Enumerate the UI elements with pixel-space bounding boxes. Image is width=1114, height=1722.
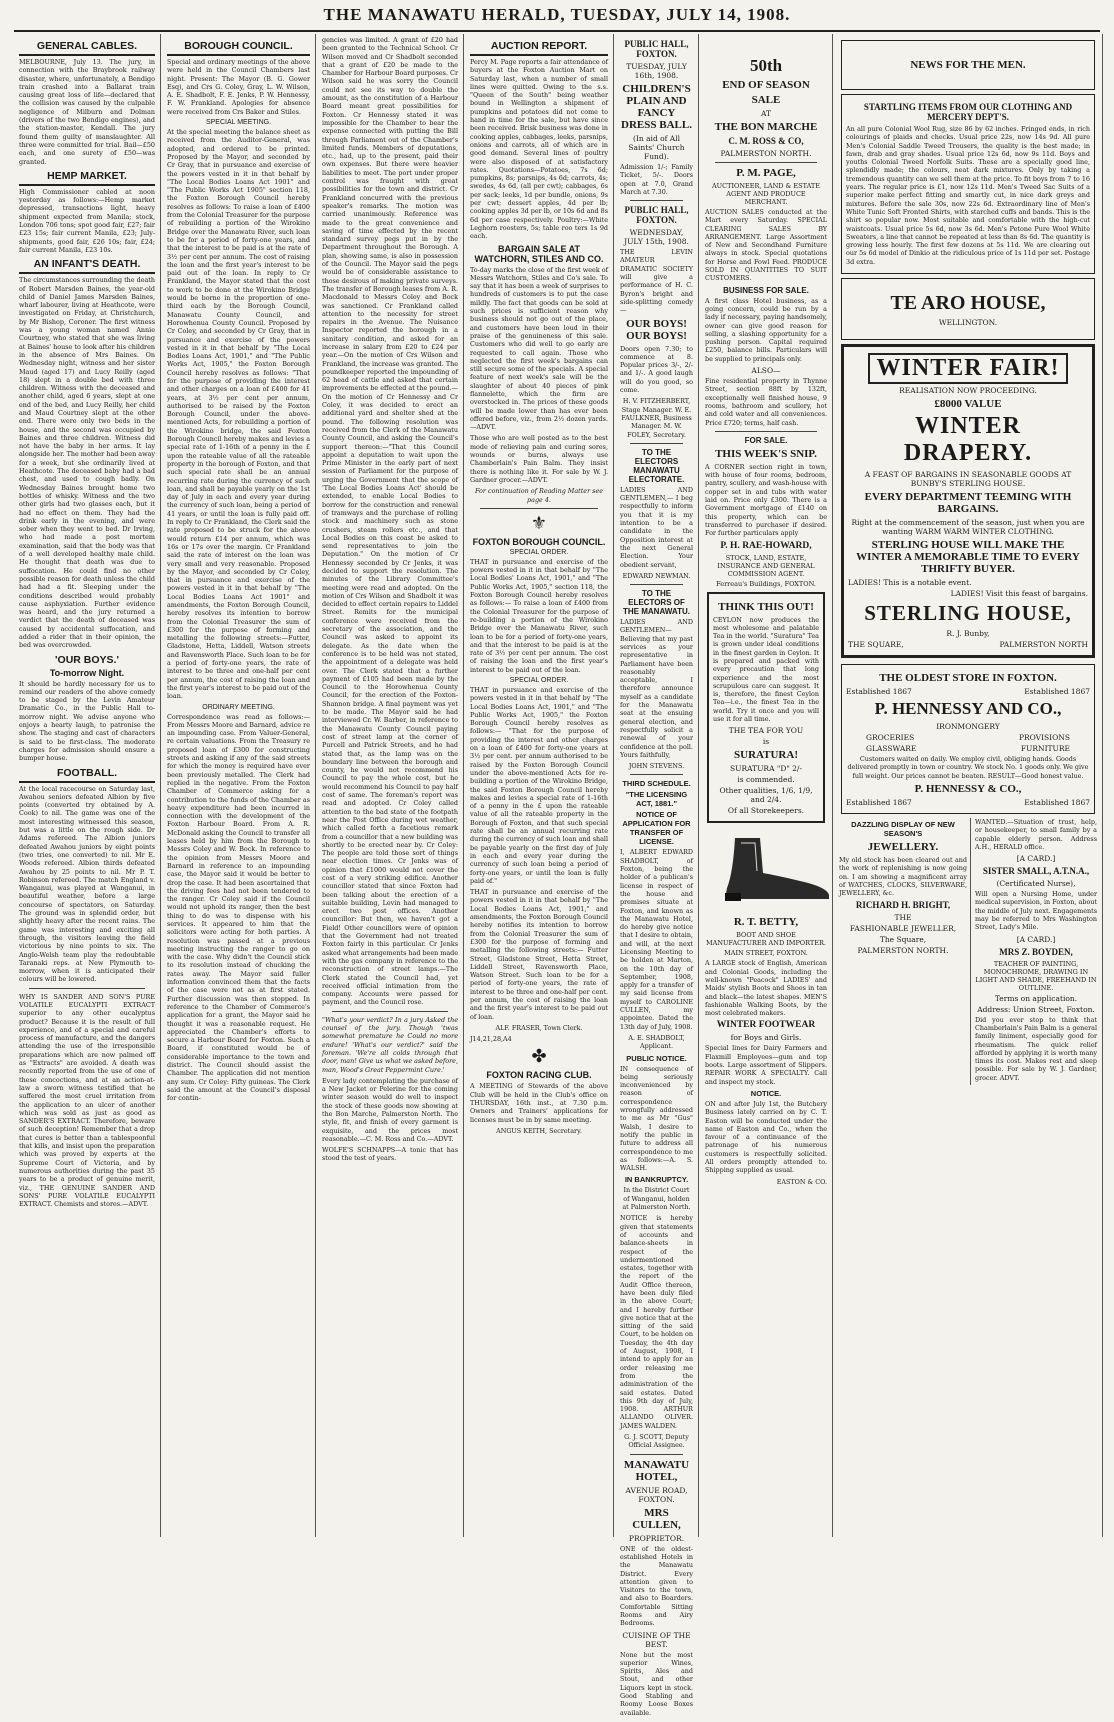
end-of-season-line-1: END OF SEASON bbox=[722, 79, 810, 91]
notice-signature: EASTON & CO. bbox=[776, 1177, 827, 1186]
groceries: GROCERIES bbox=[866, 733, 915, 743]
sterling-square: THE SQUARE, bbox=[848, 640, 904, 650]
bargain-sale-heading: BARGAIN SALE AT WATCHORN, STILES AND CO. bbox=[474, 243, 604, 264]
special-order-text-1: THAT in pursuance and exercise of the powers vested in it in that behalf by "The Local Bodies' Loans Act, 1901," and "The Public Works Act, 1905," section 118, the Foxton Borough Council hereby resolves as follows:— To raise a loan of £400 from the Colonial Treasurer for the purpose of re-building a portion of the Wirokino Bridge over the Manawatu River, such loan to be for a period of forty-one years, and that the interest to be paid is at the rate of 3½ per cent per annum. The cost of raising the loan and the first year's interest to be paid out of the loan. bbox=[470, 557, 608, 674]
electors-2-heading: TO THE ELECTORS OF THE MANAWATU. bbox=[623, 589, 690, 617]
notice-heading: NOTICE. bbox=[750, 1088, 782, 1098]
established-row-2 bbox=[846, 798, 1090, 807]
column-3 bbox=[317, 34, 464, 1537]
special-order-text-3: THAT in pursuance and exercise of the powers vested in it in that behalf by "The Local Bodies Loans Act, 1901," and amendments, the Foxton Borough Council hereby notifies its intention to borrow from the Colonial Treasurer the sum of £300 for the purpose of forming and metalling the following streets:— Futter Street, Gladstone Street, Hetta Street, Liddell Street, Ravensworth Place, Watson Street. Such loan to be for a period of forty-one years, the rate of interest to be three and one-half per cent. per annum, the cost of raising the loan and the first year's interest to be paid out of loan. bbox=[470, 888, 608, 1021]
ladies-line-1: LADIES! This is a notable event. bbox=[848, 578, 972, 588]
suratura-tea-advert bbox=[707, 592, 825, 824]
every-department-line: EVERY DEPARTMENT TEEMING WITH BARGAINS. bbox=[864, 491, 1072, 516]
bottom-adverts bbox=[839, 818, 1097, 1085]
furniture: FURNITURE bbox=[1020, 744, 1070, 754]
end-of-season-line-2: SALE bbox=[751, 94, 781, 106]
football-heading: FOOTBALL. bbox=[19, 767, 155, 783]
licence-transfer-heading: NOTICE OF APPLICATION FOR TRANSFER OF LICENSE. bbox=[622, 810, 691, 847]
wolfe-notice: WOLFE'S SCHNAPPS—A tonic that has stood the test of years. bbox=[322, 1146, 458, 1163]
residential-property-text: Fine residential property in Thynne Street, section 88ft by 132ft, exceptionally well finished house, 9 rooms, bathroom and scullery, hot and cold water and all conveniences. Price £720; terms, half cash. bbox=[705, 377, 827, 427]
established-row bbox=[846, 687, 1090, 696]
infants-death-text: The circumstances surrounding the death of Robert Marsden Baines, the year-old child of Daniel James Marsden Baines, wharf labourer, living at Heathcote, were investigated on Friday, at Christchurch, by Mr Bishop, Coroner. The first witness was a young woman named Annie Courtney, who stated that she was living at Baines' house to look after his children in the absence of Mrs Baines. On Wednesday night, witness and her sister Maud (aged 17) and Lucy Reilly (aged 18) slept in a double bed with three children. Witness with the deceased and another child, aged 6 years, slept at one end of the bed, and Lucy Reilly, her child and Maud Courtney slept at the other end. There were only two beds in the house, and the second was occupied by Baines and three children. Witness did not have the baby in her arms. It lay alongside her. The mother had been away for a week, but she ordinarily lived at Heathcote. The deceased baby had a bad chest, and used to cough badly. On Wednesday Baines brought home two bottles of whisky. Witness and the two other girls had two glasses each, but it had no effect on them. They had the drink early in the evening, and were sober when they went to bed. Dr Irving, who had made a post mortem examination, said that the body was that of a well developed healthy male child. He thought that death was due to suffocation. He could find no other possible reason for death unless the child had had a fit. Sleeping under the conditions described would probably cause asphyxiation. Further evidence was heard, and the jury returned a verdict that the death of deceased was caused by accidental suffocation, and added a rider that in their opinion, the bed was overcrowded. bbox=[19, 276, 155, 650]
hotel-text: ONE of the oldest-established Hotels in the Manawatu District. Every attention given to Visitors to the town, and also to Boarders. Comfortable Sitting Rooms and Airy Bedrooms. bbox=[620, 1544, 693, 1628]
public-notice-heading: PUBLIC NOTICE. bbox=[626, 1053, 687, 1063]
hotel-text-2: None but the most superior Wines, Spirits, Ales and Stout, and other Liquors kept in stock. Good Stabling and Roomy Loose Boxes available. bbox=[620, 1650, 693, 1717]
suratura-storekeepers: Of all Storekeepers. bbox=[727, 806, 805, 816]
divider bbox=[630, 584, 683, 585]
notice-text: ON and after July 1st, the Butchery Business lately carried on by C. T. Easton will be conducted under the name of Easton and Co., when the favour of a continuance of the patronage of his numerous customers is respectfully solicited. All orders promptly attended to. Shipping supplied as usual. bbox=[705, 1099, 827, 1175]
ladies-line-2: LADIES! Visit this feast of bargains. bbox=[950, 589, 1088, 599]
column-4 bbox=[465, 34, 699, 1717]
auction-report-text: Percy M. Page reports a fair attendance of buyers at the Foxton Auction Mart on Saturday last, when a number of small lines were quitted. Owing to the s.s. "Queen of the South" being weather bound in Wellington a shipment of pumpkins and potatoes did not come to hand in time for the sale, but have since been received. Brisk business was done in cooking apples, cabbages, leeks, parsnips, onions and carrots, all of which are in good demand. Several lines of poultry were also disposed of at satisfactory rates. Quotations—Potatoes, 7s 6d; pumpkins, 8s; parsnips, 4s 6d; carrots, 4s; swedes, 4s 6d, (all per cwt); cabbages, 6s per sack; leeks, 1d per bundle, onions, 9s per cwt; dessert apples, 4d per lb; cooking apples 3d per lb, or 10s 6d and 8s 6d per case respectively. Poultry:—White Leghorn roosters, 5s; table roo ters 1s 9d each. bbox=[470, 58, 608, 241]
jewellery-advert bbox=[839, 818, 971, 1085]
value-line: £8000 VALUE bbox=[934, 398, 1002, 411]
divider bbox=[29, 988, 145, 989]
electors-1-heading: TO THE ELECTORS MANAWATU ELECTORATE. bbox=[628, 447, 685, 484]
ordinary-meeting-label: ORDINARY MEETING. bbox=[202, 703, 275, 711]
winter-drapery-heading: WINTER DRAPERY. bbox=[903, 413, 1033, 467]
racing-club-heading: FOXTON RACING CLUB. bbox=[486, 1070, 592, 1081]
ball-aid: (In aid of All Saints' Church Fund). bbox=[628, 134, 685, 161]
licence-transfer-text: I, ALBERT EDWARD SHADBOLT, of Foxton, being the holder of a publican's license in respect of the house and premises situate at Foxton, and known as the Manawatu Hotel, do hereby give notice that I desire to obtain, and will, at the next Licensing Meeting to be holden at Marton, on the 10th day of September, 1908, apply for a transfer of my said license from myself to CAROLINE CULLEN, my appointee. Dated the 13th day of July, 1908. bbox=[620, 848, 693, 1031]
bargain-sale-text: To-day marks the close of the first week of Messrs Watchorn, Stiles and Co's sale. To say that it has been a week of surprises to hundreds of customers is to put the case mildly. The fact that goods can be sold at such prices is sufficient reason why business should not go out of the place, and customers have been loud in their praise of the genuineness of this sale. Customers who did well to go early are requested to call again. Those who neglected the first week's bargains can still secure some of the specials. A special feature of next week's sale will be the slaughter of about 40 pieces of pink flannelette, which the firm are overstocked in. The prices of these goods will be made lower than has ever been offered before, viz., from 2½ dozen yards.—ADVT. bbox=[470, 265, 608, 432]
our-boys-subheading: To-morrow Night. bbox=[49, 667, 125, 678]
suratura-other-qualities: Other qualities, 1/6, 1/9, and 2/4. bbox=[719, 786, 813, 805]
jeweller-role: FASHIONABLE JEWELLER, bbox=[849, 924, 957, 934]
sterling-city: PALMERSTON NORTH bbox=[999, 640, 1088, 650]
sterling-will-make: STERLING HOUSE WILL MAKE THE WINTER A MEMORABLE TIME TO EVERY THRIFTY BUYER. bbox=[856, 539, 1080, 576]
divider bbox=[630, 1454, 683, 1455]
glassware: GLASSWARE bbox=[866, 744, 917, 754]
pain-balm-notice: Those who are well posted as to the best mode of relieving pain and curing sores, wounds or burns, always use Chamberlain's Pain Balm. They insist there is nothing like it. For sale by W. J. Gardner grocer.—ADVT. bbox=[470, 434, 608, 484]
suratura-name: SURATURA! bbox=[734, 749, 798, 762]
racing-crest-icon: ✤ bbox=[531, 1046, 547, 1068]
sale-number: 50th bbox=[749, 56, 783, 75]
divider bbox=[480, 508, 598, 509]
news-for-men-box bbox=[841, 40, 1095, 90]
our-boys-heading: 'OUR BOYS.' bbox=[55, 653, 119, 666]
public-notice-text: IN consequence of being seriously inconvenienced by reason of correspondence wrongfully addressed to me as Mr "Gus" Walsh, I desire to notify the public in future to address all correspondence to me as follows:—A. S. WALSH. bbox=[620, 1064, 693, 1173]
nurse-cert: (Certificated Nurse), bbox=[996, 879, 1076, 889]
startling-items-heading: STARTLING ITEMS FROM OUR CLOTHING AND MERCERY DEPT'S. bbox=[863, 102, 1073, 122]
divider bbox=[630, 443, 683, 444]
bankruptcy-signature: G. J. SCOTT, Deputy Official Assignee. bbox=[624, 1433, 689, 1450]
divider bbox=[332, 1011, 448, 1012]
small-adverts bbox=[975, 818, 1097, 1085]
boyden-name: MRS Z. BOYDEN, bbox=[999, 946, 1073, 957]
te-aro-box bbox=[841, 278, 1095, 340]
boyden-terms: Terms on application. bbox=[994, 993, 1078, 1003]
te-aro-name: TE ARO HOUSE, bbox=[890, 292, 1046, 315]
bon-marche-firm: C. M. ROSS & CO, bbox=[728, 136, 804, 146]
column-1 bbox=[14, 34, 161, 1537]
council-continued-text: gencies was limited. A grant of £20 had been granted to the Technical School. Cr Wilson moved and Cr Shadbolt seconded that a grant of £20 be made to the Chamber for Harbour Board purposes. Cr Wilson said he was sorry the Council could not see its way to double the amount, as the constitution of a Harbour Board meant great possibilities for Foxton. Cr Hennessy stated it was impossible for the Chamber to bear the expense connected with putting the Bill through Parliament out of the Chamber's limited funds. Members of deputations, etc., had, up to the present, paid their own expenses. But there were heavier liabilities to meet. The port under proper control was fraught with great possibilities for the town and district. Cr Frankland concurred with the previous speaker's remarks. The motion was carried unanimously. Reference was made to the great convenience and saving of time effected by the recent standard survey pegs put in by the Department throughout the Borough. A plan, showing same, is also in possession of the Council. The Mayor said the pegs would be of considerable assistance to those desirous of making private surveys. The transfer of Borough leases from A. R. Macdonald to Messrs Coley and Bock was sanctioned. Cr Frankland called attention to the necessity for street repairs in the Avenue. The Nuisance Inspector reported the borough in a sanitary condition, and asked for an increase in salary from £20 to £24 per year.—On the motion of Crs Wilson and Frankland, the increase was granted. The poundkeeper reported the impounding of 62 head of cattle and asked that certain improvements be effected at the pound.—On the motion of Cr Hennessy and Cr Coley, it was decided to erect an additional yard and shelter shed at the pound. The following resolution was received from the Clerk of the Manawatu County Council, and asking the Council's support thereon:—"That this Council appoint a deputation to wait upon the Prime Minister in the early part of next session of Parliament for the purpose of urging the Government that the scope of 'The Local Bodies Loans Act' should be extended, to enable Local Bodies to borrow for the construction and renewal of tramways and the purchase of rolling stock and machinery such as stone crushers, steam rollers etc., and that Local Bodies on this coast be asked to send representatives to join the Deputation." On the motion of Cr Hennessy seconded by Cr Jenks, it was decided to support the resolution. The minutes of the Library Committee's meeting were read and adopted. On the motion of Crs Wilson and Shadbolt it was decided to effect certain repairs to Liddel Street. Remits for the municipal conference were received from the secretary of the association, and the Council was asked to appoint its delegate. As the date when the conference is to be held was not stated, the appointment of a delegate was held over. The Clerk stated that a further payment of £105 had been made by the Council to the Horowhenua County Council, for the erection of the Foxton-Shannon bridge. A final payment was yet to be made. The Mayor said he had interviewed Cr. W. Barber, in reference to the Manawatu County Council paying cost of street lamp at the corner of Purcell and Patrick Streets, and he had stated that, as the lamp was on the boundary line between the borough and county, he would not recommend his Council to pay the whole cost, but he would recommend his Council to pay half cost of same. The foreman's report was read and adopted. Cr Coley called attention to the bad state of the footpath near the Post Office during wet weather, which called forth a facetious remark from a councillor that a new building was shortly to be erected near by. Cr Coley: The people are told those sort of things near election times. Cr Jenks was of opinion that £1000 would not cover the cost of a very striking edifice. Another councillor stated that since Foxton had been talking about the erection of a suitable building, Levin had managed to erect two post offices. Another councillor: But then, we haven't got a Field! Other councillors were of opinion that the Government had not treated Foxton fairly in this particular. Cr Jenks asked what arrangements had been made with the gas company in reference to the reconstruction of street lamps.—The Clerk stated the Council had, yet received official intimation from the company. Accounts were passed for payment, and the Council rose. bbox=[322, 36, 459, 1007]
betty-name: R. T. BETTY, bbox=[733, 916, 799, 929]
hennessy-signature: P. HENNESSY & CO., bbox=[914, 782, 1022, 795]
eucalyptus-advert: WHY IS SANDER AND SON'S PURE VOLATILE EUCALYPTI EXTRACT superior to any other eucalyptus product? Because it is the result of full experience, and of a special and careful process of manufacture, and the dangers attending the use of the irresponsible preparations which are now palmed off as "Extracts" are avoided. A death was recently reported from the use of one of these concoctions, and at an action-at-law a sworn witness testified that he suffered the most cruel irritation from the application to an ulcer of another which was sold as just as good as SANDER'S EXTRACT. Therefore, beware of such deception! Remember that a drop that cures is better than a tablespoonful that kills, and insist upon the preparation which was proved by experts at the Supreme Court of Victoria, and by numerous authorities during the past 35 years to be a product of genuine merit, viz., THE GENUINE SANDER AND SONS' PURE VOLATILE EUCALYPTI EXTRACT. Chemists and stores.—ADVT. bbox=[19, 992, 155, 1209]
established-left-2: Established 1867 bbox=[846, 797, 912, 807]
boot-illustration-icon bbox=[705, 833, 835, 903]
licence-transfer-signature: A. E. SHADBOLT, Applicant. bbox=[628, 1033, 685, 1051]
coat-of-arms-icon: ⚜ bbox=[530, 512, 548, 534]
winter-footwear-heading: WINTER FOOTWEAR bbox=[716, 1020, 816, 1031]
boyden-role: TEACHER OF PAINTING, MONOCHROME, DRAWING IN LIGHT AND SHADE, FREEHAND IN OUTLINE. bbox=[975, 959, 1097, 992]
established-left: Established 1867 bbox=[846, 687, 912, 697]
licensing-act-label: "THE LICENSING ACT, 1881." bbox=[625, 790, 688, 809]
electors-2-signature: JOHN STEVENS. bbox=[628, 762, 685, 771]
special-order-label: SPECIAL ORDER. bbox=[509, 548, 569, 556]
ball-admission: Admission 1/-; Family Ticket, 5/-. Doors open at 7.0, Grand March at 7.30. bbox=[620, 163, 693, 196]
peppermint-verse: "What's your verdict? In a jury Asked the counsel of the jury. Though 'twas somewhat premature he Could no more endure! 'What's our verdict?' said the foreman. 'We're all colds through that door, man! Give us what we asked before, man, Wood's Great Peppermint Cure.' bbox=[322, 1015, 458, 1074]
our-boys-date: WEDNESDAY, JULY 15th, 1908. bbox=[624, 228, 689, 247]
page-text: AUCTION SALES conducted at the Mart every Saturday. SPECIAL CLEARING SALES BY ARRANGEMENT. Large Assortment of New and Secondhand Furniture always in stock. Special quotations for Horse and Fowl Feed. PRODUCE SOLD IN QUANTITIES TO SUIT CUSTOMERS. bbox=[705, 208, 827, 283]
hemp-market-text: High Commissioner cabled at noon yesterday as follows:—Hemp market depressed, transactions light, heavy shipment expected from Manila; stock, London 706 tons; spot good fair, £27; fair £23 15s; fair current Manila, £23; July-shipments, good fair, £26 10s; fair, £24; fair current Manila, £23 10s. bbox=[19, 187, 155, 254]
page-role: AUCTIONEER, LAND & ESTATE AGENT AND PRODUCE MERCHANT. bbox=[711, 182, 820, 206]
nurse-card-label: [A CARD.] bbox=[1016, 854, 1056, 864]
weeks-snip-heading: THIS WEEK'S SNIP. bbox=[715, 447, 817, 460]
hennessy-text: Customers waited on daily. We employ civil, obliging hands. Goods delivered promptly in town or country. We stock No. 1 goods only. We give full weight. Our prices cannot be beaten. RESULT—Good honest value. bbox=[847, 755, 1089, 780]
special-meeting-label: SPECIAL MEETING. bbox=[205, 119, 272, 127]
our-boys-doors: Doors open 7.30; to commence at 8. Popular prices 3/-, 2/- and 1/-. A good laugh will do you good, so come. bbox=[620, 344, 693, 395]
divider bbox=[630, 774, 683, 775]
sterling-house-heading: STERLING HOUSE, bbox=[864, 601, 1072, 626]
bankruptcy-heading: IN BANKRUPTCY. bbox=[624, 1175, 689, 1185]
jewellery-title: DAZZLING DISPLAY OF NEW SEASON'S bbox=[851, 819, 955, 838]
divider bbox=[630, 200, 683, 201]
bon-marche-notice: Every lady contemplating the purchase of a New Jacket or Pelerine for the coming winter season would do well to inspect the stock of these goods now showing at the Bon Marche, Palmerston North. The style, fit, and finish of every garment is exquisite, and the prices most reasonable.—C. M. Ross and Co.—ADVT. bbox=[322, 1076, 458, 1143]
jewellery-text: My old stock has been cleared out and the work of replenishing is now going on. I am showing a magnificent array of WATCHES, CLOCKS, SILVERWARE, JEWELLERY, &c. bbox=[839, 855, 967, 898]
for-sale-text: A CORNER section right in town, with house of four rooms, bedroom, pantry, scullery, and wash-house with copper set in and tubs with water laid on. Price only £300. There is a Government mortgage of £140 on this property, which can be transferred to purchaser if desired. For further particulars apply bbox=[705, 462, 827, 538]
column-2 bbox=[162, 34, 316, 1537]
tea-is: is bbox=[762, 737, 770, 747]
town-clerk-signature: ALF. FRASER, Town Clerk. bbox=[495, 1023, 583, 1032]
jeweller-the: THE bbox=[894, 913, 912, 923]
winter-fair-box bbox=[841, 344, 1095, 658]
chamberlain-notice: Did you ever stop to think that Chamberlain's Pain Balm is a general family liniment, especially good for rheumatism. The quick relief afforded by applying it is worth many times its cost. Makes rest and sleep possible. For sale by W. J. Gardner, grocer. ADVT. bbox=[975, 1015, 1097, 1082]
suratura-commended: is commended. bbox=[737, 775, 795, 785]
boyden-card-label: [A CARD.] bbox=[1016, 934, 1056, 944]
special-meeting-text: At the special meeting the balance sheet as received from the Auditor-General, was adopted, and ordered to be printed. Proposed by the Mayor, and seconded by Cr Gray, that in pursuance and exercise of the powers vested in it in that behalf by "The Local Bodies Loans Act 1901" and "The Public Works Act 1905" section 118, the Foxton Borough Council hereby resolves as follows: To raise a loan of £400 from the Colonial Treasurer for the purpose of rebuilding a portion of the Wirokino Bridge over the Manawatu River, such loan to be for a period of forty-one years, and that the interest to be paid is at the rate of 3½ per cent per annum. The cost of raising the loan and the first year's interest to be paid out of the loan. In reply to Cr Frankland, the Mayor stated that the cost to work to be done at the Wirokino Bridge would be borne in the proportion of one-third each by the Borough Council, Manawatu County Council, and Horowhenua County Council. Proposed by Cr Coley, and seconded by Cr Gray, that in pursuance and exercise of the powers vested in it in that behalf by "The Local Bodies Loans Act, 1901," and "The Public Works Act, 1905," the Foxton Borough Council hereby resolves as follows: "That for the purpose of providing the interest and other charges on a loan of £400 for 41 years, at 3½ per cent per annum, authorised to be raised by the Foxton Borough Council, under the above-mentioned Acts, for rebuilding a portion of the Wirokino bridge, the said Foxton Borough Council hereby makes and levies a special rate of 1-16th of a penny in the £ upon the rateable value of all the rateable property in the borough of Foxton, and that such special rate shall be an annual recurring rate during the currency of such loan, and shall be payable yearly on the 1st day of July in each and every year during the currency of such loan, being a period of 41 years, or until the loan is fully paid off. In reply to Cr Frankland, the Clerk said the rate proposed to be struck for the above would return £14 per annum, which was 16s or 17s over the margin. Cr Frankland said the rate of interest on the loan was very small and very reasonable. Proposed by the Mayor, and seconded by Cr Coley, that in pursuance and exercise of the powers vested in it in that behalf by "The Local Bodies Loans Act 1901" and amendments, the Foxton Borough Council, hereby resolves its intention to borrow from the Colonial Treasurer the sum of £300 for the purpose of forming and metalling the following streets:—Futter, Gladstone, Hetta, Liddell, Watson streets and Ravensworth Place. Such loan to be for a period of forty-one years, the rate of interest to be three and one-half per cent per annum, the cost of raising the loan and the first year's interest to be paid out of the loan. bbox=[167, 128, 310, 701]
borough-council-intro: Special and ordinary meetings of the above were held in the Council Chambers last night. Present: The Mayor (B. G. Gower Esq), and Crs G. Coley, Gray, L. W. Wilson, A. E. Shadbolt, F. E. Jenks, P. W. Hennessy, F. W. Frankland. Apologies for absence were received from Crs Baker and Stiles. bbox=[167, 58, 310, 116]
hennessy-firm: P. HENNESSY AND CO., bbox=[874, 699, 1062, 719]
jeweller-name: RICHARD H. BRIGHT, bbox=[855, 900, 951, 911]
goods-row-2 bbox=[846, 744, 1090, 753]
te-aro-place: WELLINGTON. bbox=[938, 318, 998, 328]
realisation-line: REALISATION NOW PROCEEDING. bbox=[899, 386, 1037, 396]
betty-text-2: Special lines for Dairy Farmers and Flaxmill Employees—gum and top boots. Large assortment of Slippers. REPAIR WORK A SPECIALTY. Call and inspect my stock. bbox=[705, 1044, 827, 1086]
agent-role: STOCK, LAND, ESTATE, INSURANCE AND GENERAL COMMISSION AGENT. bbox=[717, 553, 815, 578]
infants-death-heading: AN INFANT'S DEATH. bbox=[19, 258, 155, 274]
our-boys-venue: PUBLIC HALL, FOXTON. bbox=[624, 205, 689, 226]
betty-role: BOOT AND SHOE MANUFACTURER AND IMPORTER. bbox=[706, 931, 826, 948]
racing-club-signature: ANGUS KEITH, Secretary. bbox=[496, 1126, 582, 1135]
agent-address: Ferreau's Buildings, FOXTON. bbox=[716, 579, 816, 588]
oldest-store-heading: THE OLDEST STORE IN FOXTON. bbox=[879, 672, 1057, 685]
bankruptcy-court: In the District Court of Wanganui, holden at Palmerston North. bbox=[622, 1186, 691, 1212]
ball-venue: PUBLIC HALL, FOXTON. bbox=[624, 39, 689, 59]
general-cables-text: MELBOURNE, July 13. The jury, in connection with the Braybrook railway disaster, where, unfortunately, a Bendigo train crashed into a Ballarat train causing great loss of life—declared that the collision was caused by the culpable negligence of Milburn and Dolman (drivers of the two Bendigo engines), and the station-master, Kendall. The jury found them guilty of manslaughter. All three were committed for trial. Bail—£50 each, and one surety of £50—was granted. bbox=[19, 58, 155, 166]
wanted-advert: WANTED.—Situation of trust, help, or housekeeper, to small family by a capable elderly person. Address A.H., HERALD office. bbox=[975, 817, 1097, 851]
business-for-sale-text: A first class Hotel business, as a going concern, could be run by a lady if necessary, paying handsomely, owner can give good reason for selling, a slashing opportunity for a pushing person. Capital required £250, balance bills. Particulars will be supplied to principals only. bbox=[705, 296, 827, 363]
electors-2-text: LADIES AND GENTLEMEN— Believing that my past services as your representative in Parliament have been reasonably acceptable, I therefore announce myself as a candidate for the Manawatu seat at the ensuing general election, and respectfully solicit a renewal of your confidence at the poll. Yours faithfully, bbox=[620, 618, 693, 759]
tea-for-you: THE TEA FOR YOU bbox=[728, 726, 804, 736]
column-6 bbox=[834, 34, 1103, 1537]
masthead-rule bbox=[14, 30, 1100, 32]
divider bbox=[715, 162, 817, 163]
startling-items-box bbox=[841, 94, 1095, 274]
our-boys-managers: H. V. FITZHERBERT, Stage Manager. W. E. FAULKNER, Business Manager. M. W. FOLEY, Secretary. bbox=[621, 397, 692, 439]
feast-line: A FEAST OF BARGAINS IN SEASONABLE GOODS AT BUNBY'S STERLING HOUSE. bbox=[864, 470, 1072, 489]
publication-dates: J14,21,28,A4 bbox=[470, 1035, 512, 1044]
jeweller-city: PALMERSTON NORTH. bbox=[857, 946, 949, 956]
ball-title: CHILDREN'S PLAIN AND FANCY DRESS BALL. bbox=[621, 83, 692, 131]
startling-items-text: An all pure Colonial Wool Rug, size 86 by 62 inches. Fringed ends, in rich colourings of plaids and checks. Usual price 22s, now 14s 9d. All pure Men's Colonial Saddle Tweed Trousers, the quality is the best made; in fawn, drab and gray shades. Usual price 12s 6d, now 9s 11d. Boys and youths Colonial Tweed Norfolk Suits. These are a specially good line, splendidly made; the colours, neat dark mixtures. Only by taking a tremendous quantity can we sell them at the price. To fit boys from 7 to 16 years. The regular price is £1, now 12s 11d. Men's Tweed Sac Suits of a superior make perfect fitting and smartly cut, in nice dark greys and mixtures. Before the sale 30s, now 22s 6d. Extraordinary line of Men's White Tunic Soft Fronted Shirts, with starched cuffs and bands. This is the shirt so popular now. Most suitable and comfortable with the high-cut waistcoats. Usual price 5s 6d, now 3s 6d. Men's Petone Pure Wool White Sweaters, a line that cannot be repeated at less than 8s 6d. The quantity is growing less hourly. The first few dozens at 5s 11d. We are clearing out our 5s 6d model of Dinkio at the ridiculous price of 1s 11d per set. Postage 3d extra. bbox=[846, 125, 1090, 266]
our-boys-ad-text: THE LEVIN AMATEUR DRAMATIC SOCIETY will give a performance of H. C. Byron's bright and side-splitting comedy— bbox=[620, 248, 693, 315]
masthead: THE MANAWATU HERALD, TUESDAY, JULY 14, 1908. bbox=[323, 5, 791, 24]
betty-address: MAIN STREET, FOXTON. bbox=[724, 949, 808, 958]
nurse-name: SISTER SMALL, A.T.N.A., bbox=[982, 866, 1090, 877]
hotel-cuisine: CUISINE OF THE BEST. bbox=[622, 1630, 691, 1649]
hotel-owner: MRS CULLEN, bbox=[632, 1506, 681, 1531]
also-label: ALSO— bbox=[751, 366, 781, 376]
jewellery-heading: JEWELLERY. bbox=[867, 840, 939, 853]
sterling-owner: R. J. Bunby, bbox=[946, 629, 990, 639]
bankruptcy-text: NOTICE is hereby given that statements of accounts and balance-sheets in respect of the undermentioned estates, together with the report of the Audit Office thereon, have been duly filed in the above Court; and I hereby further give notice that at the sitting of the said Court, to be holden on Tuesday, the 4th day of August, 1908, I intend to apply for an order releasing me from the administration of the said estates. Dated this 9th day of July, 1908. ARTHUR ALLANDO OLIVER. JAMES WALDEN. bbox=[620, 1214, 693, 1430]
right-at-commencement: Right at the commencement of the season, just when you are wanting WARM WARM WINTER CLOTHING. bbox=[851, 518, 1085, 537]
electors-1-signature: EDWARD NEWMAN. bbox=[622, 571, 691, 580]
nurse-text: Will open a Nursing Home, under medical supervision, in Foxton, about the middle of July next. Engagements may be referred to Mrs Washington Street, Lady's Mile. bbox=[975, 890, 1097, 932]
column-4a bbox=[465, 34, 614, 1537]
football-text: At the local racecourse on Saturday last, Awahou seniors defeated Albion by five points (converted try obtained by A. Cook) to nil. The game was one of the most interesting witnessed this season, but was a little on the rough side. Dr Adams refereed. The Albion juniors defeated Awahou juniors by eight points (two tries, one converted) to nil. Mr E. Woods refereed. Albion thirds defeated Awahou by 25 points to nil. Mr P. T. Robinson refereed. The match England v. Wanganui, was played at Wanganui, in beautiful weather, before a large concourse of spectators, on Saturday. The ground was in splendid order, but slightly heavy after the recent rains. The game was interesting and exciting all through, the visitors leaving the field victorious by nine points to six. The Anglo-Welsh team play the redoubtable Taranaki reps. at New Plymouth to-morrow, when it is anticipated their colours will be lowered. bbox=[19, 784, 155, 984]
hotel-owner-role: PROPRIETOR. bbox=[628, 1533, 685, 1543]
established-right-2: Established 1867 bbox=[1024, 797, 1090, 807]
jeweller-square: The Square, bbox=[879, 935, 927, 945]
ball-date: TUESDAY, JULY 16th, 1908. bbox=[626, 62, 687, 80]
ironmongery: IRONMONGERY bbox=[936, 722, 1000, 732]
winter-footwear-sub: for Boys and Girls. bbox=[730, 1033, 802, 1043]
end-of-season-at: AT bbox=[760, 109, 771, 118]
tea-text: CEYLON now produces the most wholesome and palatable Tea in the world. "Suratura" Tea is grown under ideal conditions in the finest garden in Ceylon. It is prepared and packed with every precaution that long experience and the most scrupulous care can suggest. It is, therefore, the finest Ceylon Tea—i.e., the finest Tea in the world. Try it once and you will use it for all time. bbox=[713, 615, 819, 724]
divider bbox=[715, 431, 817, 432]
borough-council-heading: BOROUGH COUNCIL. bbox=[167, 40, 310, 56]
betty-text: A LARGE stock of English, American and Colonial Goods, including the well-known "Peacock" LADIES' and Maids' stylish Boots and Shoes in tan and black—the latest shapes. MEN'S fashionable Walking Boots, by the most celebrated makers. bbox=[705, 959, 827, 1018]
electors-1-text: LADIES AND GENTLEMEN,— I beg respectfully to inform you that it is my intention to be a candidate in the Opposition interest at the next General Election. Your obedient servant, bbox=[620, 485, 693, 569]
our-boys-text: It should be hardly necessary for us to remind our readers of the above comedy to be staged by the Levin Amateur Dramatic Co., in the Public Hall to-morrow night. We advise anyone who enjoys a hearty laugh, to patronise the show. The staging and cast of characters is said to be first-class. The moderate charges for admission should ensure a bumper house. bbox=[19, 679, 155, 763]
hotel-name: MANAWATU HOTEL, bbox=[623, 1458, 690, 1483]
general-cables-heading: GENERAL CABLES. bbox=[19, 40, 155, 56]
our-boys-ad-title: OUR BOYS! OUR BOYS! bbox=[626, 317, 687, 342]
news-for-men-heading: NEWS FOR THE MEN. bbox=[910, 59, 1026, 71]
established-right: Established 1867 bbox=[1024, 687, 1090, 697]
sterling-address bbox=[848, 640, 1088, 649]
auction-report-heading: AUCTION REPORT. bbox=[470, 40, 608, 56]
bon-marche-place: PALMERSTON NORTH. bbox=[720, 149, 812, 158]
hennessy-box bbox=[841, 664, 1095, 814]
think-this-out-heading: THINK THIS OUT! bbox=[718, 600, 814, 613]
goods-row-1 bbox=[846, 733, 1090, 742]
agent-name: P. H. RAE-HOWARD, bbox=[720, 540, 812, 551]
boyden-address: Address: Union Street, Foxton. bbox=[977, 1004, 1095, 1014]
hotel-address: AVENUE ROAD, FOXTON. bbox=[625, 1485, 688, 1504]
hemp-market-heading: HEMP MARKET. bbox=[19, 170, 155, 186]
continuation-note: For continuation of Reading Matter see page 4. bbox=[474, 487, 604, 504]
for-sale-heading: FOR SALE. bbox=[744, 435, 788, 445]
special-order-text-2: THAT in pursuance and exercise of the powers vested in it in that behalf by "The Local Bodies Loans Act, 1901," and "The Public Works Act, 1905," the Foxton Borough Council hereby resolves as follows:— "That for the purpose of providing the interest and other charges on a loan of £400 for forty-one years at 3½ per cent. per annum authorised to be raised by the Foxton Borough Council under the above-mentioned Acts for re-building a portion of the Wirokino Bridge, the said Foxton Borough Council hereby makes and levies a special rate of 1-16th of a penny in the £ upon the rateable value of all the rateable property in the Borough of Foxton, and that such special rate shall be an annual recurring rate during the currency of such loan and shall be payable yearly on the first day of July in each and every year during the currency of such loan being a period of forty-one years, or until the loan is fully paid of." bbox=[470, 686, 608, 885]
racing-club-text: A MEETING of Stewards of the above Club will be held in the Club's office on THURSDAY, 16th inst., at 7.30 p.m. Owners and Trainers' applications for licenses must be in by same meeting. bbox=[470, 1082, 608, 1124]
page-name: P. M. PAGE, bbox=[736, 167, 796, 179]
business-for-sale-heading: BUSINESS FOR SALE. bbox=[723, 285, 809, 295]
suratura-d-price: SURATURA "D" 2/- bbox=[729, 764, 802, 774]
third-schedule-label: THIRD SCHEDULE. bbox=[622, 779, 691, 789]
column-5 bbox=[700, 34, 833, 1537]
winter-fair-heading: WINTER FAIR! bbox=[868, 353, 1068, 384]
column-4b bbox=[615, 34, 698, 1717]
special-order-label-2: SPECIAL ORDER. bbox=[509, 677, 569, 684]
ordinary-meeting-text: Correspondence was read as follows:— From Messrs Moore and Barnard, advice re an impounding case. From Valuer-General, re certain valuations. From the Treasury re proposed loan of £300 for constructing streets and asking if any of the said streets for which the money is required have ever been previously metalled. The Clerk had replied in the negative. From the Foxton Chamber of Commerce asking for a contribution to the funds of the Chamber as heavy expenditure had been incurred in connection with the development of the Foxton Harbour Board. From A. R. McDonald asking the Council to transfer all leases held by him from the Borough to Messrs Coley and W. Bock. In reference to the opinion from Messrs Moore and Barnard in reference to an impounding case, the Mayor said it would be better to drop the case. It had been ascertained that the driving fees had not been tendered to the ranger. Cr Coley said if the Council would not uphold its ranger, then the best thing to do was to dispense with his services. It appeared to him that the solicitors were acting for both parties. A resolution was passed at a previous meeting instructing the ranger to go on with the case. Why didn't the Council stick to its resolution instead of chucking the rates away. The Mayor said fuller information convinced them that the facts of the case were not as at first stated. Further discussion was then stopped. In reference to the Chamber of Commerce's application for a grant, the Mayor said he thought it was a reasonable request. He appreciated the Chamber's efforts to secure a Harbour Board for Foxton. Such a Board, if constituted would be of considerable importance to the town and district. The Council should assist the Chamber. The application did not mention any sum. Cr Coley: Fifty guineas. The Clerk said the amount at the Council's disposal for contin- bbox=[167, 712, 310, 1103]
provisions: PROVISIONS bbox=[1018, 733, 1070, 743]
foxton-council-heading: FOXTON BOROUGH COUNCIL. bbox=[472, 536, 606, 547]
bon-marche-name: THE BON MARCHE bbox=[714, 121, 818, 133]
